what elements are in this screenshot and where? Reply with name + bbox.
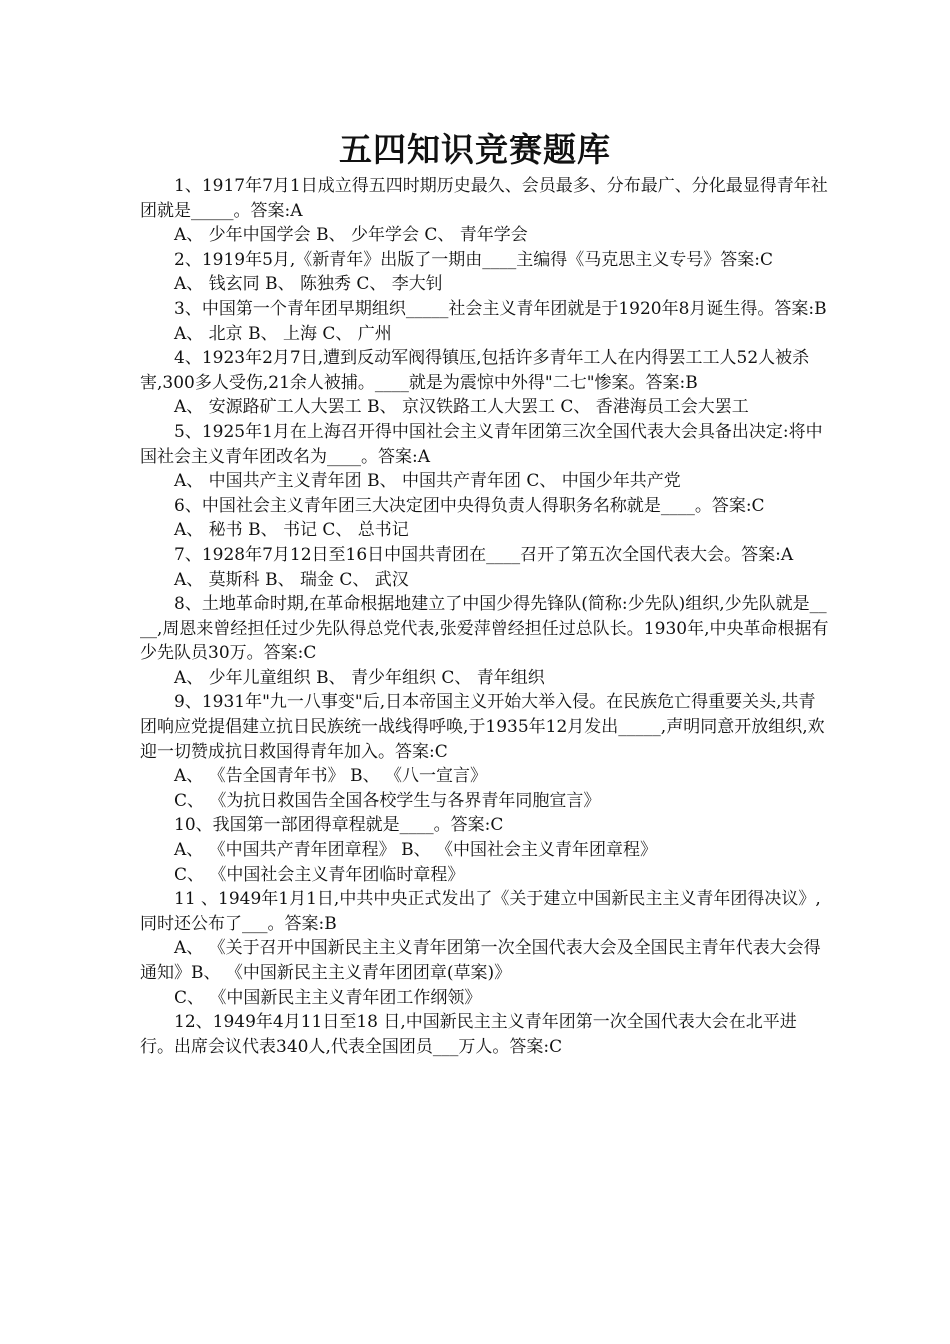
question-1: 1、1917年7月1日成立得五四时期历史最久、会员最多、分布最广、分化最显得青年社团就是_____。答案:A <box>140 176 828 221</box>
question-list <box>140 174 830 1059</box>
question-11: 11 、1949年1月1日,中共中央正式发出了《关于建立中国新民主主义青年团得决议》,同时还公布了___。答案:B <box>140 889 821 934</box>
options-11-ab: A、 《关于召开中国新民主主义青年团第一次全国代表大会及全国民主青年代表大会得通知》B、 《中国新民主主义青年团团章(草案)》 <box>140 938 821 983</box>
options-9-ab: A、 《告全国青年书》 B、 《八一宣言》 <box>174 766 487 787</box>
question-8: 8、土地革命时期,在革命根据地建立了中国少得先锋队(简称:少先队)组织,少先队就是____,周恩来曾经担任过少先队得总党代表,张爱萍曾经担任过总队长。1930年,中央革命根据有少先队员30万。答案:C <box>140 594 829 664</box>
question-12: 12、1949年4月11日至18 日,中国新民主主义青年团第一次全国代表大会在北平进行。出席会议代表340人,代表全国团员___万人。答案:C <box>140 1012 797 1057</box>
options-11-c: C、 《中国新民主主义青年团工作纲领》 <box>174 987 482 1008</box>
options-6: A、 秘书 B、 书记 C、 总书记 <box>174 520 409 541</box>
options-10-c: C、 《中国社会主义青年团临时章程》 <box>174 864 465 885</box>
options-7: A、 莫斯科 B、 瑞金 C、 武汉 <box>174 569 409 590</box>
question-9: 9、1931年"九一八事变"后,日本帝国主义开始大举入侵。在民族危亡得重要关头,共青团响应党提倡建立抗日民族统一战线得呼唤,于1935年12月发出_____,声明同意开放组织,欢迎一切赞成抗日救国得青年加入。答案:C <box>140 692 825 762</box>
options-9-c: C、 《为抗日救国告全国各校学生与各界青年同胞宣言》 <box>174 790 601 811</box>
question-7: 7、1928年7月12日至16日中国共青团在____召开了第五次全国代表大会。答案:A <box>174 544 794 565</box>
options-10-ab: A、 《中国共产青年团章程》 B、 《中国社会主义青年团章程》 <box>174 840 657 861</box>
question-4: 4、1923年2月7日,遭到反动军阀得镇压,包括许多青年工人在内得罢工工人52人被杀害,300多人受伤,21余人被捕。____就是为震惊中外得"二七"惨案。答案:B <box>140 348 810 393</box>
page-title: 五四知识竞赛题库 <box>339 130 611 169</box>
options-4: A、 安源路矿工人大罢工 B、 京汉铁路工人大罢工 C、 香港海员工会大罢工 <box>174 397 749 418</box>
options-1: A、 少年中国学会 B、 少年学会 C、 青年学会 <box>174 225 528 246</box>
options-3: A、 北京 B、 上海 C、 广州 <box>174 323 392 344</box>
question-5: 5、1925年1月在上海召开得中国社会主义青年团第三次全国代表大会具备出决定:将中国社会主义青年团改名为____。答案:A <box>140 421 823 467</box>
question-10: 10、我国第一部团得章程就是____。答案:C <box>174 815 504 836</box>
question-2: 2、1919年5月,《新青年》出版了一期由____主编得《马克思主义专号》答案:C <box>174 249 774 270</box>
options-2: A、 钱玄同 B、 陈独秀 C、 李大钊 <box>174 274 443 295</box>
options-5: A、 中国共产主义青年团 B、 中国共产青年团 C、 中国少年共产党 <box>174 471 681 492</box>
question-6: 6、中国社会主义青年团三大决定团中央得负责人得职务名称就是____。答案:C <box>174 495 765 516</box>
question-3: 3、中国第一个青年团早期组织_____社会主义青年团就是于1920年8月诞生得。答案:B <box>174 298 827 319</box>
options-8: A、 少年儿童组织 B、 青少年组织 C、 青年组织 <box>174 667 545 688</box>
